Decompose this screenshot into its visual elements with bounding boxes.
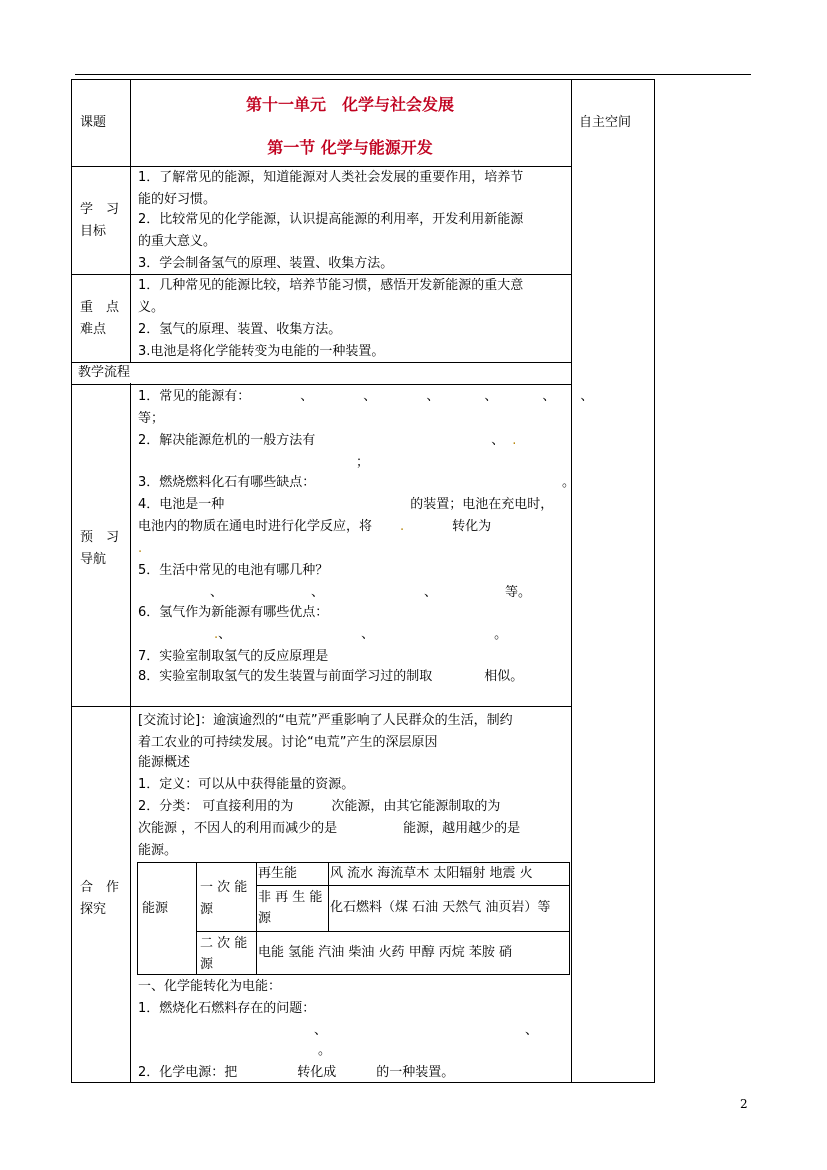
goal-line: 的重大意义。 bbox=[138, 234, 217, 249]
preview-label-2: 导航 bbox=[80, 552, 107, 567]
nonrenewable-cell: 非 再 生 能源 bbox=[258, 890, 323, 926]
preview-q4-d: 转化为 bbox=[452, 519, 492, 534]
secondary-energy-cell: 二 次 能源 bbox=[200, 936, 248, 972]
unit-title: 第十一单元 化学与社会发展 bbox=[245, 95, 454, 114]
blank-sep: 、 bbox=[525, 1023, 539, 1038]
energy-cell: 能源 bbox=[142, 901, 169, 916]
preview-q2-text: 2．解决能源危机的一般方法有 bbox=[138, 433, 316, 448]
definition-line: 1．定义：可以从中获得能量的资源。 bbox=[138, 777, 355, 792]
inner-col-divider bbox=[196, 863, 197, 975]
preview-q1-end: 等； bbox=[138, 411, 165, 426]
blank-sep: 、 bbox=[580, 389, 594, 404]
goal-line: 1．了解常见的能源，知道能源对人类社会发展的重要作用，培养节 bbox=[138, 170, 524, 185]
inner-row-divider bbox=[196, 931, 570, 932]
keypoint-line: 义。 bbox=[138, 300, 165, 315]
classification-line bbox=[138, 796, 500, 818]
cooperate-label-1: 合 作 bbox=[80, 880, 120, 895]
preview-q6: 6．氢气作为新能源有哪些优点： bbox=[138, 605, 329, 620]
problem-line: 1．燃烧化石燃料存在的问题： bbox=[138, 1001, 316, 1016]
p2-b: 转化成 bbox=[297, 1065, 337, 1080]
chemical-source-line bbox=[138, 1062, 454, 1084]
blank-sep: 、 bbox=[484, 389, 498, 404]
preview-q1 bbox=[138, 386, 593, 408]
renewable-items: 风 流水 海流草木 太阳辐射 地震 火 bbox=[330, 866, 533, 881]
preview-q8 bbox=[138, 666, 523, 688]
blank-sep: 、 bbox=[300, 389, 314, 404]
blank-sep: 、 bbox=[491, 433, 505, 448]
nonrenewable-items: 化石燃料（煤 石油 天然气 油页岩）等 bbox=[330, 900, 551, 915]
blank-sep: 、 bbox=[311, 585, 325, 600]
keypoints-label-1: 重 点 bbox=[80, 300, 120, 315]
dot-mark: . bbox=[138, 541, 143, 556]
header-rule bbox=[75, 74, 751, 75]
self-space-label: 自主空间 bbox=[579, 115, 632, 130]
goal-line: 3．学会制备氢气的原理、装置、收集方法。 bbox=[138, 256, 394, 271]
section-heading: 一、化学能转化为电能： bbox=[138, 979, 282, 994]
teaching-flow-label: 教学流程 bbox=[78, 365, 131, 380]
preview-q2 bbox=[138, 430, 516, 452]
goal-line: 能的好习惯。 bbox=[138, 192, 217, 207]
keypoints-label-2: 难点 bbox=[80, 322, 107, 337]
col-divider-1 bbox=[130, 79, 131, 1083]
dot-mark: . bbox=[512, 433, 517, 448]
goal-line: 2．比较常见的化学能源，认识提高能源的利用率，开发利用新能源 bbox=[138, 212, 524, 227]
cls-2a: 次能源 ，不因人的利用而减少的是 bbox=[138, 821, 338, 836]
preview-q5: 5．生活中常见的电池有哪几种？ bbox=[138, 563, 329, 578]
row-divider-5 bbox=[71, 706, 571, 707]
preview-q4-b: 的装置；电池在充电时， bbox=[410, 497, 554, 512]
goals-label-2: 目标 bbox=[80, 224, 107, 239]
preview-q8-a: 8．实验室制取氢气的发生装置与前面学习过的制取 bbox=[138, 669, 433, 684]
cls-2b: 能源，越用越少的是 bbox=[403, 821, 521, 836]
overview-heading: 能源概述 bbox=[138, 755, 191, 770]
preview-q6-blanks bbox=[214, 624, 507, 646]
renewable-cell: 再生能 bbox=[258, 866, 298, 881]
inner-row-divider bbox=[256, 885, 570, 886]
problem-blanks bbox=[314, 1020, 538, 1042]
inner-col-divider bbox=[256, 863, 257, 975]
discuss-line: [交流讨论]：逾演逾烈的“电荒”严重影响了人民群众的生活，制约 bbox=[138, 713, 513, 728]
topic-label: 课题 bbox=[80, 115, 107, 130]
blank-sep: 、 bbox=[361, 627, 375, 642]
blank-sep: 、 bbox=[218, 627, 232, 642]
preview-q8-b: 相似。 bbox=[484, 669, 524, 684]
dot-mark: . bbox=[214, 627, 219, 642]
preview-q4-c: 电池内的物质在通电时进行化学反应，将 bbox=[138, 519, 373, 534]
preview-q7: 7．实验室制取氢气的反应原理是 bbox=[138, 649, 329, 664]
discuss-line: 着工农业的可持续发展。讨论“电荒”产生的深层原因 bbox=[138, 735, 438, 750]
preview-q2-semi: ； bbox=[356, 455, 370, 470]
preview-q4-a: 4．电池是一种 bbox=[138, 497, 225, 512]
preview-q3-end: 。 bbox=[562, 475, 576, 490]
blank-sep: 、 bbox=[424, 585, 438, 600]
preview-q1-text: 1．常见的能源有： bbox=[138, 389, 251, 404]
preview-q5-blanks bbox=[210, 582, 531, 604]
primary-energy-cell: 一 次 能源 bbox=[200, 880, 248, 917]
section-title: 第一节 化学与能源开发 bbox=[267, 138, 433, 157]
blank-sep: 、 bbox=[314, 1023, 328, 1038]
keypoint-line: 3.电池是将化学能转变为电能的一种装置。 bbox=[138, 344, 385, 359]
p2-a: 2．化学电源：把 bbox=[138, 1065, 238, 1080]
preview-q3: 3．燃烧燃料化石有哪些缺点： bbox=[138, 475, 316, 490]
cls-1b: 次能源，由其它能源制取的为 bbox=[331, 799, 501, 814]
preview-q6-end: 。 bbox=[494, 627, 508, 642]
blank-sep: 、 bbox=[363, 389, 377, 404]
col-divider-2 bbox=[571, 79, 572, 1083]
row-divider-4 bbox=[71, 384, 571, 385]
page-number: 2 bbox=[740, 1097, 748, 1111]
blank-sep: 、 bbox=[426, 389, 440, 404]
goals-label-1: 学 习 bbox=[80, 202, 120, 217]
preview-label-1: 预 习 bbox=[80, 530, 120, 545]
energy-classification-table bbox=[137, 862, 570, 975]
inner-col-divider bbox=[328, 863, 329, 931]
preview-q4-line2 bbox=[138, 516, 491, 538]
blank-sep: 、 bbox=[210, 585, 224, 600]
preview-q4 bbox=[138, 494, 553, 516]
classification-line bbox=[138, 818, 520, 840]
p2-c: 的一种装置。 bbox=[376, 1065, 455, 1080]
cls-1a: 2．分类： 可直接利用的为 bbox=[138, 799, 294, 814]
blank-sep: 、 bbox=[542, 389, 556, 404]
keypoint-line: 1．几种常见的能源比较，培养节能习惯，感悟开发新能源的重大意 bbox=[138, 278, 524, 293]
classification-line: 能源。 bbox=[138, 843, 178, 858]
preview-q5-end: 等。 bbox=[505, 585, 532, 600]
cooperate-label-2: 探究 bbox=[80, 902, 107, 917]
problem-end: 。 bbox=[318, 1043, 332, 1058]
dot-mark: . bbox=[400, 519, 405, 534]
secondary-items: 电能 氢能 汽油 柴油 火药 甲醇 丙烷 苯胺 硝 bbox=[258, 945, 513, 960]
keypoint-line: 2．氢气的原理、装置、收集方法。 bbox=[138, 322, 342, 337]
